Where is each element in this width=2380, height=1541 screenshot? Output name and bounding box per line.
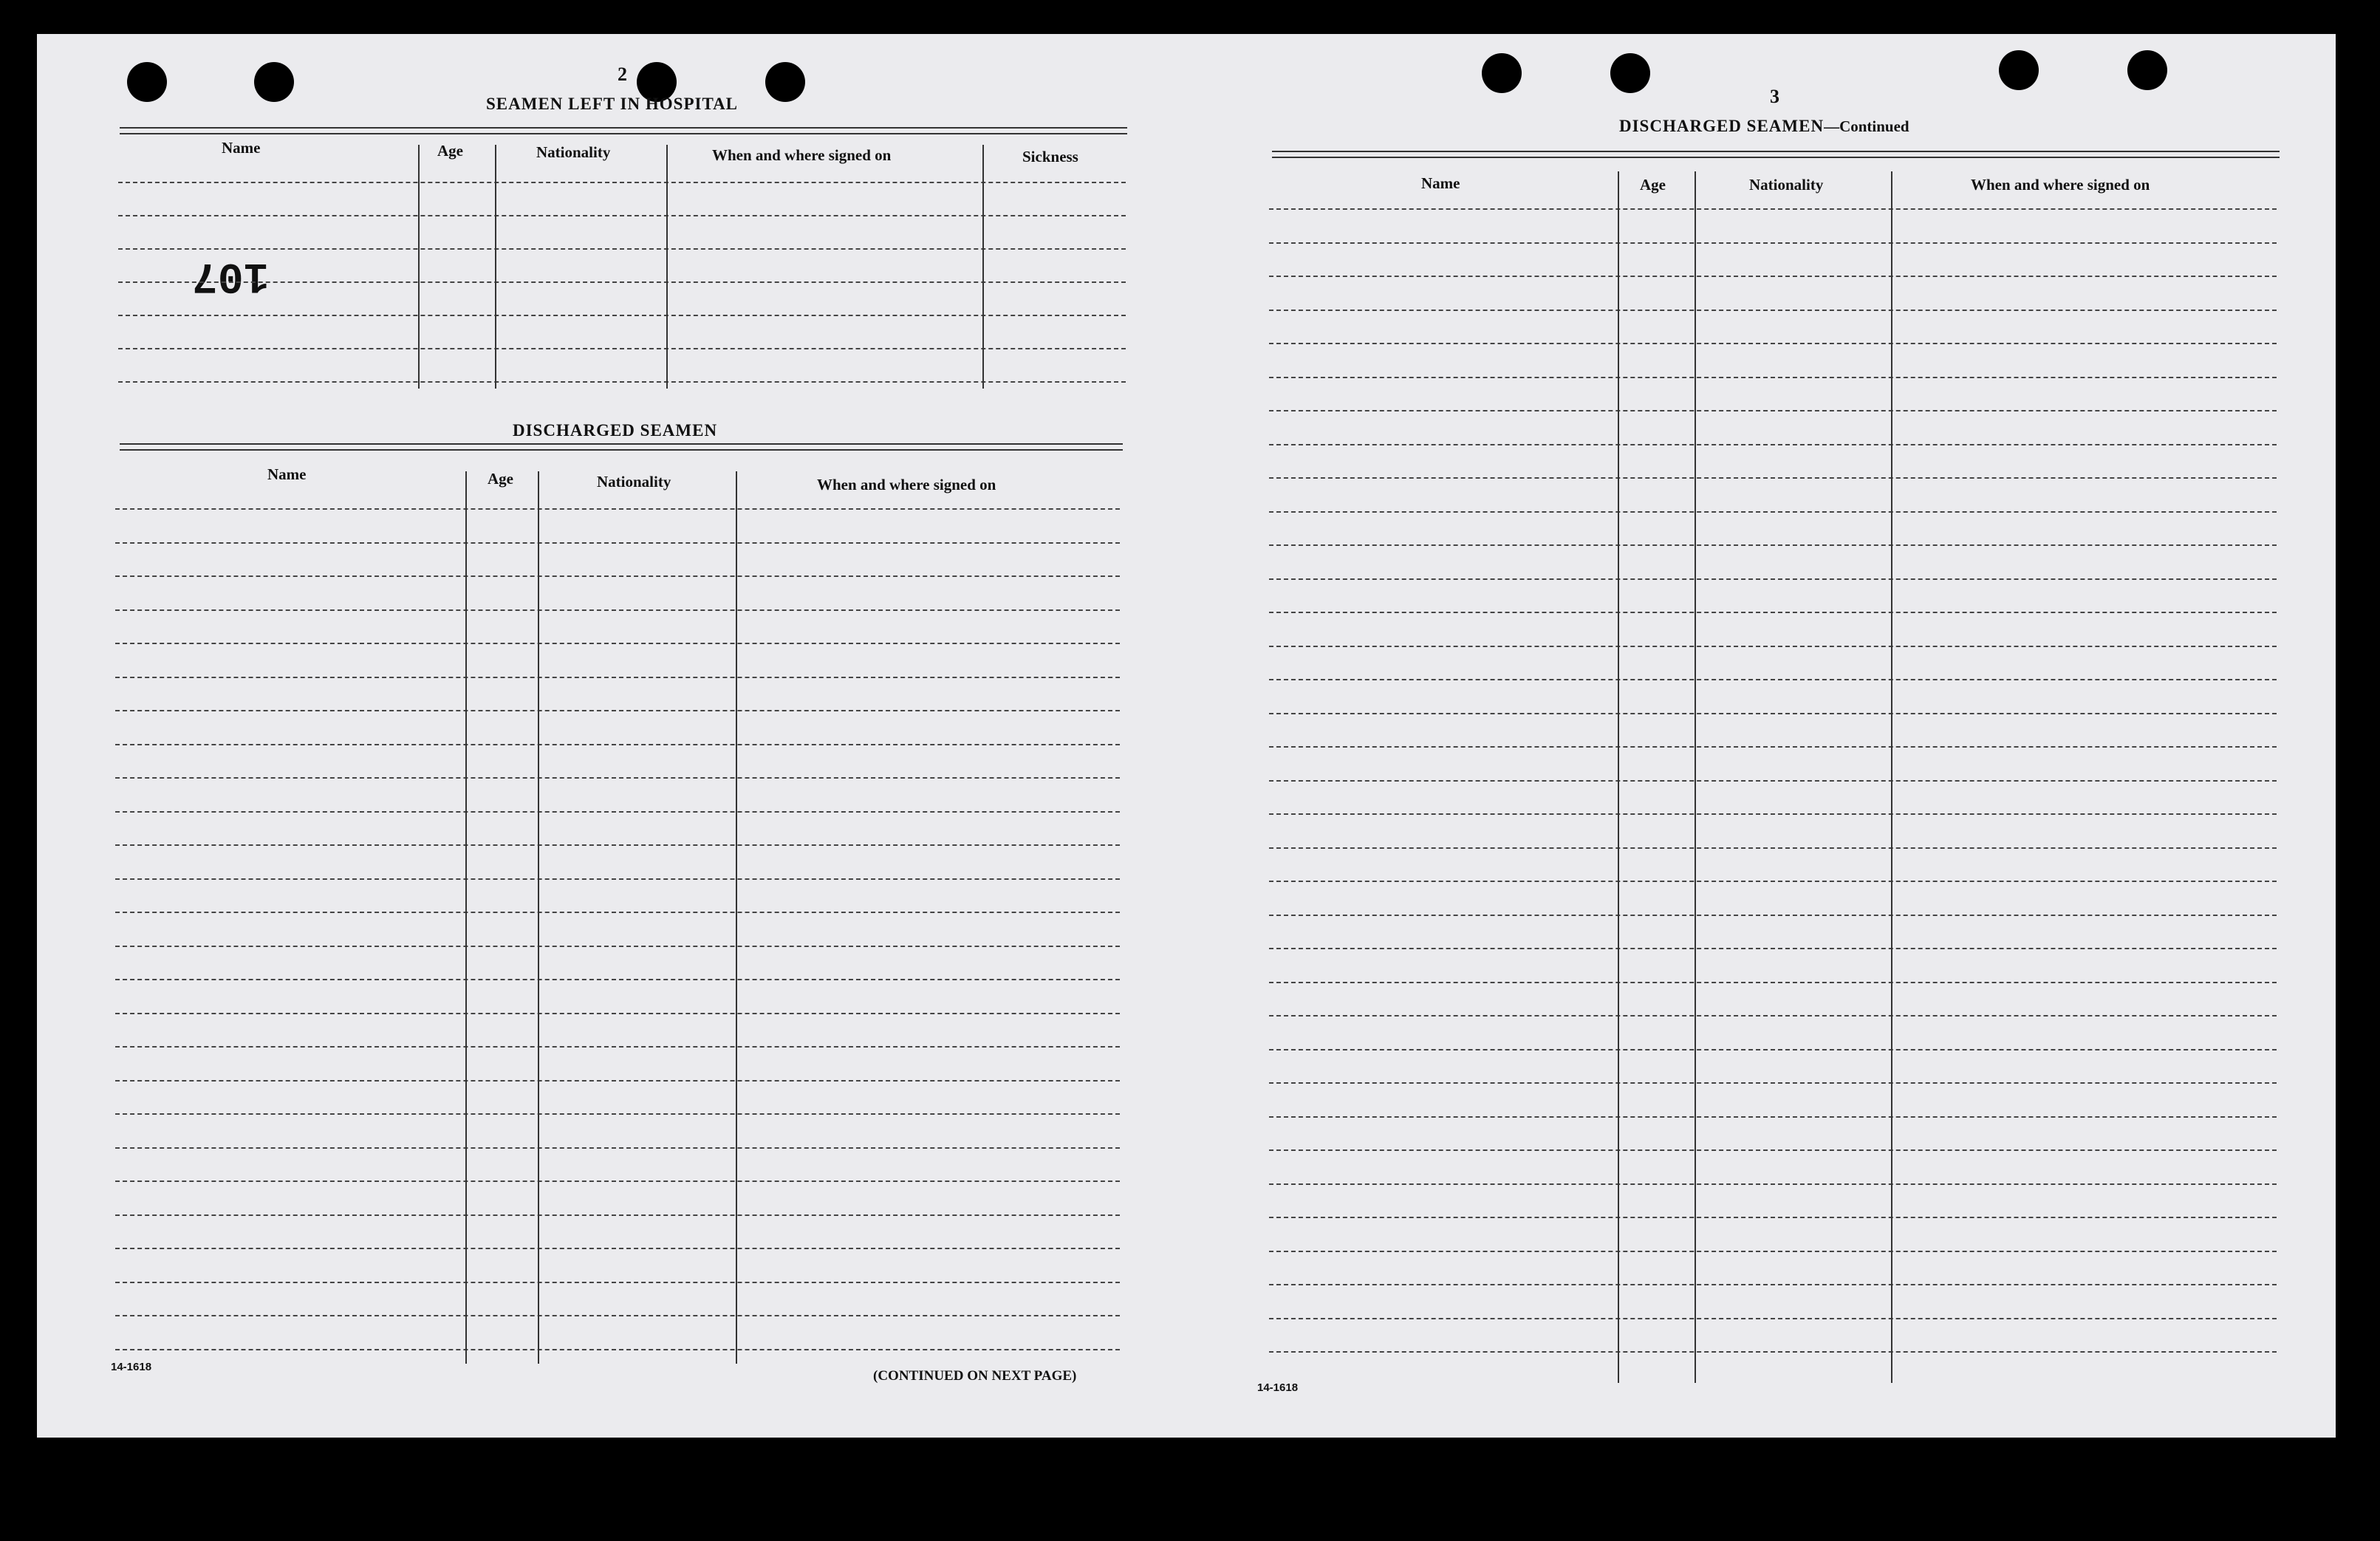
continued-table-row-line	[1269, 1217, 2277, 1218]
discharged-table-row-line	[115, 979, 1120, 980]
hospital-section-title: SEAMEN LEFT IN HOSPITAL	[486, 95, 739, 113]
continued-table-row-line	[1269, 612, 2277, 613]
continued-table-row-line	[1269, 813, 2277, 815]
hospital-table-row-line	[118, 381, 1126, 383]
continued-table-column-divider	[1618, 171, 1619, 1383]
hospital-table-row-line	[118, 248, 1126, 250]
form-number: 14-1618	[1257, 1381, 1299, 1394]
column-header-nationality: Nationality	[597, 473, 671, 491]
continued-table-row-line	[1269, 208, 2277, 210]
continued-table-row-line	[1269, 1015, 2277, 1016]
punch-hole	[2127, 50, 2167, 90]
title-rule	[1272, 151, 2280, 152]
continued-table-row-line	[1269, 1351, 2277, 1353]
column-header-nationality: Nationality	[1749, 176, 1824, 194]
title-rule	[120, 127, 1127, 129]
discharged-table-row-line	[115, 912, 1120, 913]
column-header-signed-on: When and where signed on	[817, 476, 996, 493]
continued-table-row-line	[1269, 242, 2277, 244]
punch-hole	[1610, 53, 1650, 93]
continued-table-row-line	[1269, 410, 2277, 411]
discharged-table-row-line	[115, 1315, 1120, 1316]
continued-table-row-line	[1269, 1149, 2277, 1151]
discharged-table-row-line	[115, 542, 1120, 544]
discharged-table-column-divider	[736, 471, 737, 1364]
discharged-table-column-divider	[465, 471, 467, 1364]
page-number: 2	[618, 64, 627, 85]
discharged-table-row-line	[115, 1046, 1120, 1048]
hospital-table-column-divider	[495, 145, 496, 389]
continued-table-row-line	[1269, 276, 2277, 277]
discharged-table-row-line	[115, 777, 1120, 779]
hospital-table-row-line	[118, 348, 1126, 349]
discharged-table-row-line	[115, 1214, 1120, 1216]
continued-table-row-line	[1269, 1082, 2277, 1084]
discharged-table-row-line	[115, 946, 1120, 947]
hospital-table-column-divider	[982, 145, 984, 389]
column-header-name: Name	[267, 465, 307, 483]
title-rule	[120, 443, 1123, 445]
continued-table-row-line	[1269, 713, 2277, 714]
continued-table-row-line	[1269, 1116, 2277, 1118]
title-rule	[120, 133, 1127, 134]
form-number: 14-1618	[111, 1361, 152, 1373]
continued-table-row-line	[1269, 310, 2277, 311]
hospital-table-row-line	[118, 182, 1126, 183]
continued-table-row-line	[1269, 377, 2277, 378]
discharged-table-row-line	[115, 744, 1120, 745]
discharged-table-row-line	[115, 1248, 1120, 1249]
continued-table-row-line	[1269, 746, 2277, 748]
discharged-table-row-line	[115, 1113, 1120, 1115]
discharged-table-row-line	[115, 1013, 1120, 1014]
continued-table-row-line	[1269, 948, 2277, 949]
discharged-table-row-line	[115, 575, 1120, 577]
discharged-table-row-line	[115, 1349, 1120, 1350]
column-header-nationality: Nationality	[536, 143, 611, 161]
discharged-table-row-line	[115, 710, 1120, 711]
title-rule	[120, 449, 1123, 451]
continued-table-row-line	[1269, 444, 2277, 445]
discharged-table-row-line	[115, 1080, 1120, 1082]
continued-table-row-line	[1269, 847, 2277, 849]
document-sheet	[37, 34, 2336, 1438]
section-title-suffix: —Continued	[1824, 117, 1909, 135]
hospital-table-row-line	[118, 215, 1126, 216]
column-header-signed-on: When and where signed on	[1971, 176, 2150, 194]
continued-table-row-line	[1269, 679, 2277, 680]
discharged-table-row-line	[115, 508, 1120, 510]
continued-table-row-line	[1269, 646, 2277, 647]
page-number: 3	[1770, 86, 1779, 107]
punch-hole	[765, 62, 805, 102]
continued-table-row-line	[1269, 343, 2277, 344]
continued-table-row-line	[1269, 1318, 2277, 1319]
discharged-table-row-line	[115, 844, 1120, 846]
column-header-age: Age	[437, 142, 463, 160]
discharged-table-row-line	[115, 1147, 1120, 1149]
continued-table-row-line	[1269, 578, 2277, 580]
continued-table-row-line	[1269, 1049, 2277, 1050]
stamp-number: 107	[192, 251, 270, 299]
discharged-table-row-line	[115, 811, 1120, 813]
continued-table-column-divider	[1891, 171, 1892, 1383]
continued-table-column-divider	[1695, 171, 1696, 1383]
hospital-table-row-line	[118, 281, 1126, 283]
punch-hole	[254, 62, 294, 102]
column-header-age: Age	[488, 470, 513, 488]
discharged-table-column-divider	[538, 471, 539, 1364]
punch-hole	[1999, 50, 2039, 90]
column-header-age: Age	[1640, 176, 1666, 194]
continued-table-row-line	[1269, 544, 2277, 546]
punch-hole	[127, 62, 167, 102]
column-header-name: Name	[1421, 174, 1460, 192]
continued-table-row-line	[1269, 881, 2277, 882]
hospital-table-row-line	[118, 315, 1126, 316]
discharged-table-row-line	[115, 1282, 1120, 1283]
section-title-main: DISCHARGED SEAMEN	[1619, 117, 1825, 135]
continued-note: (CONTINUED ON NEXT PAGE)	[873, 1368, 1077, 1384]
continued-table-row-line	[1269, 477, 2277, 479]
discharged-section-title: DISCHARGED SEAMEN	[513, 421, 718, 440]
discharged-table-row-line	[115, 643, 1120, 644]
hospital-table-column-divider	[666, 145, 668, 389]
column-header-sickness: Sickness	[1022, 148, 1078, 165]
hospital-table-column-divider	[418, 145, 420, 389]
discharged-table-row-line	[115, 677, 1120, 678]
continued-table-row-line	[1269, 1183, 2277, 1185]
continued-table-row-line	[1269, 982, 2277, 983]
discharged-table-row-line	[115, 1180, 1120, 1182]
continued-table-row-line	[1269, 1284, 2277, 1285]
title-rule	[1272, 157, 2280, 158]
continued-table-row-line	[1269, 780, 2277, 782]
discharged-continued-title	[1619, 117, 1909, 136]
continued-table-row-line	[1269, 511, 2277, 513]
column-header-signed-on: When and where signed on	[712, 146, 892, 164]
discharged-table-row-line	[115, 878, 1120, 880]
column-header-name: Name	[222, 139, 261, 157]
discharged-table-row-line	[115, 609, 1120, 611]
continued-table-row-line	[1269, 915, 2277, 916]
punch-hole	[1482, 53, 1522, 93]
continued-table-row-line	[1269, 1251, 2277, 1252]
